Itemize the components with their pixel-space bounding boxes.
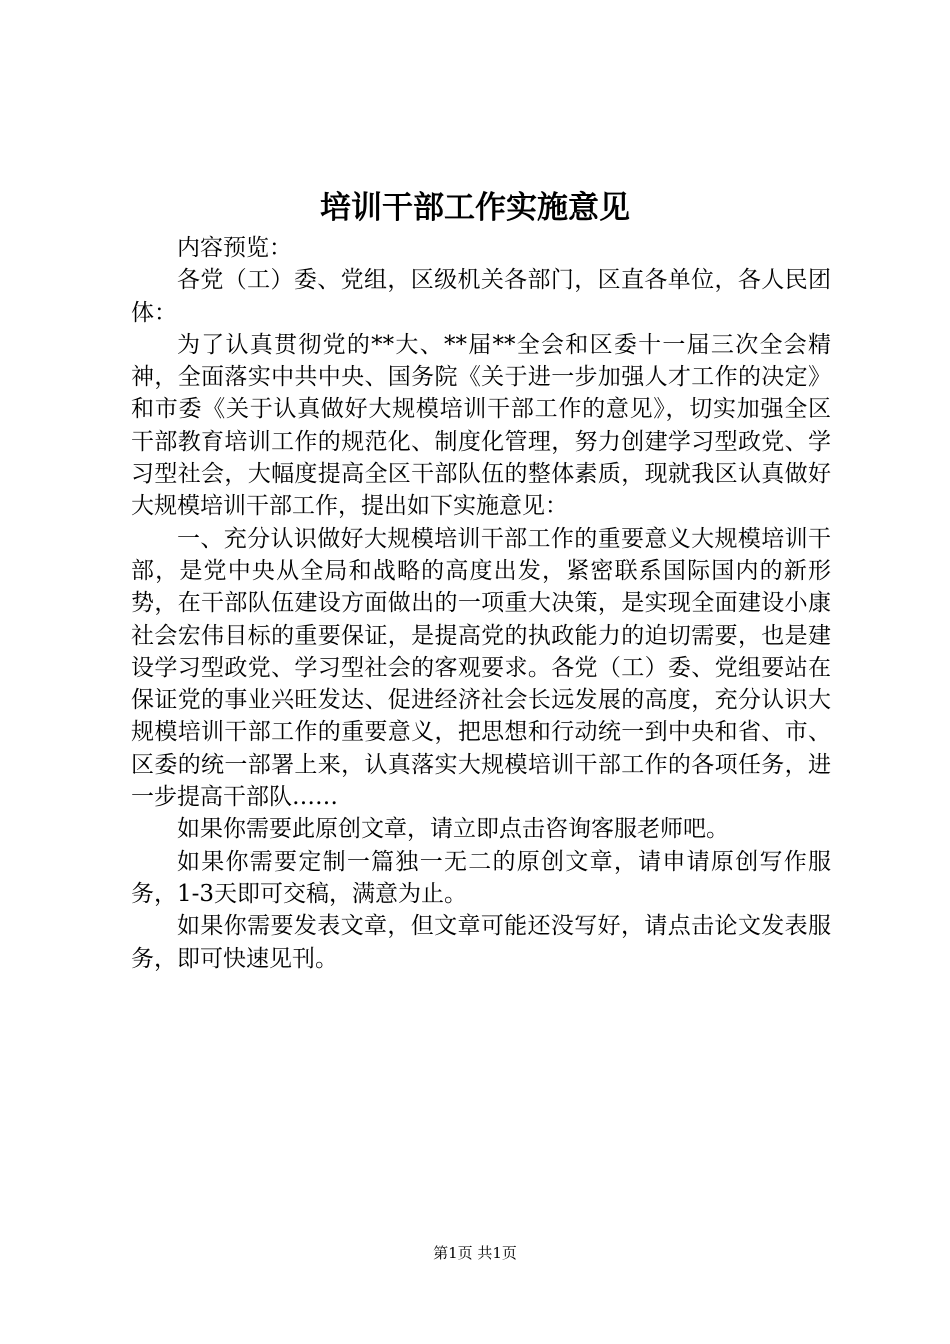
section-one-paragraph: 一、充分认识做好大规模培训干部工作的重要意义大规模培训干部，是党中央从全局和战略的高度出发，紧密联系国际国内的新形势，在干部队伍建设方面做出的一项重大决策，是实现全面建设小康社会宏伟目标的重要保证，是提高党的执政能力的迫切需要，也是建设学习型政党、学习型社会的客观要求。各党（工）委、党组要站在保证党的事业兴旺发达、促进经济社会长远发展的高度，充分认识大规模培训干部工作的重要意义，把思想和行动统一到中央和省、市、区委的统一部署上来，认真落实大规模培训干部工作的各项任务，进一步提高干部队…… xyxy=(131,525,831,811)
consult-link-paragraph[interactable]: 如果你需要此原创文章，请立即点击咨询客服老师吧。 xyxy=(177,816,729,843)
document-title: 培训干部工作实施意见 xyxy=(320,190,630,226)
publish-service-link-paragraph[interactable]: 如果你需要发表文章，但文章可能还没写好，请点击论文发表服务，即可快速见刊。 xyxy=(131,913,831,972)
page-number-label: 第1页 共1页 xyxy=(433,1244,517,1262)
custom-writing-link-paragraph[interactable]: 如果你需要定制一篇独一无二的原创文章，请申请原创写作服务，1-3天即可交稿，满意为止。 xyxy=(131,848,831,907)
intro-paragraph: 为了认真贯彻党的**大、**届**全会和区委十一届三次全会精神，全面落实中共中央、国务院《关于进一步加强人才工作的决定》和市委《关于认真做好大规模培训干部工作的意见》，切实加强全区干部教育培训工作的规范化、制度化管理，努力创建学习型政党、学习型社会，大幅度提高全区干部队伍的整体素质，现就我区认真做好大规模培训干部工作，提出如下实施意见： xyxy=(131,331,831,520)
preview-label: 内容预览： xyxy=(177,235,292,261)
salutation-paragraph: 各党（工）委、党组，区级机关各部门，区直各单位，各人民团体： xyxy=(131,267,831,326)
document-body xyxy=(131,232,831,975)
page-footer xyxy=(0,1243,950,1263)
